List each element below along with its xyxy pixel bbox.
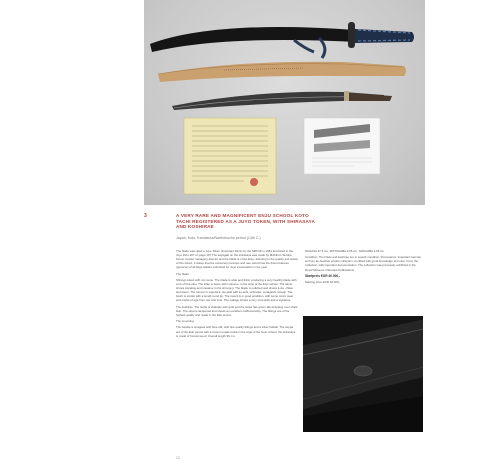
details-column — [305, 249, 423, 286]
certificate-seal — [250, 178, 258, 186]
condition-provenance: Condition: The blade and koshirae are in superb condition. Provenance: Important German art from an Austrian private collection. Certified with great knowledge and care. From the collection, with important documentation. The collection was previously exhibited in the Royal Museum of Europe Publications. — [305, 255, 422, 272]
blade-heading: The blade: — [176, 271, 190, 276]
start-price: Startpreis EUR 40.000,- — [305, 273, 341, 278]
page-number: 12 — [176, 456, 180, 460]
habaki — [344, 91, 349, 101]
lot-number: 3 — [144, 213, 147, 219]
sageo-cord — [294, 38, 325, 58]
detail-photo — [303, 316, 423, 432]
measurements: NAGASA 67.6 cm, MOTOHABA 3.05 cm, SAKIHABA 2.06 cm — [305, 249, 384, 253]
description-column — [176, 249, 298, 340]
lot-heading: A VERY RARE AND MAGNIFICENT ENJU SCHOOL KOTO TACHI REGISTERED AS A JUYO TOKEN, WITH SHIRASAYA AND KOSHIRAE — [176, 213, 315, 230]
intro-paragraph: The blade was rated a Juyo Token (Important Work) by the NBTHK in 1981 and listed in the Juyo Zufu 46? on page 16? The sayagaki on the shirasaya was made by Michihiro Tanobe, former curator managing director and the blade is of the Enju, attesting to the quality and status of this sword. It states that the extremely precious and rare sword has the finest features (gunome) of all large blades submitted for Juyo examination in the year. — [176, 249, 298, 270]
starting-price-en: Starting price EUR 40.000,- — [305, 280, 341, 285]
kurigata-fitting — [354, 366, 372, 376]
mounting-heading: The mounting: — [176, 319, 195, 324]
koshirae-tsuba — [348, 22, 355, 48]
blade-paragraph: Shinogi-zukuri with iori-mune. The blade is wide and thick, producing a very healthy blade with a lot of hira-niku. The kitae is itame with mokume, in the style of the Enju school. The itame shows standing and masame in the shinogi-ji. The blade is polished and shows ji-nie, chikei and utsuri. The hamon is suguha in nie-deki with ko-ashi, uchinoke, sunagashi, kinsuji. The boshi is similar with a small round tip. The sword is in good condition, with some minor wear and marks of age from use and time. The nakago shows a very old polish and a signature. — [176, 277, 297, 303]
koshirae-paragraph: The koshirae: The tsuba is shakudo with gold and the tsuka has green silk wrapping over shark skin. The saya is lacquered and shows an excellent craftsmanship. The fittings are of the highest quality and made in the Edo period. — [176, 304, 298, 317]
shirasaya — [158, 62, 406, 82]
sword-photo — [144, 0, 425, 205]
mounting-paragraph: The handle is wrapped with blue silk, with fine quality fittings and a silver habaki. The seppa are of the Edo period with a custom-made tsuba in the style of the Goto school; the shirasaya is made of honoki wood. Overall length 96 cm. — [176, 325, 296, 338]
lot-subtitle: Japan, Koto, Kamakura/Nanbokucho period (14th C.) — [176, 236, 261, 240]
